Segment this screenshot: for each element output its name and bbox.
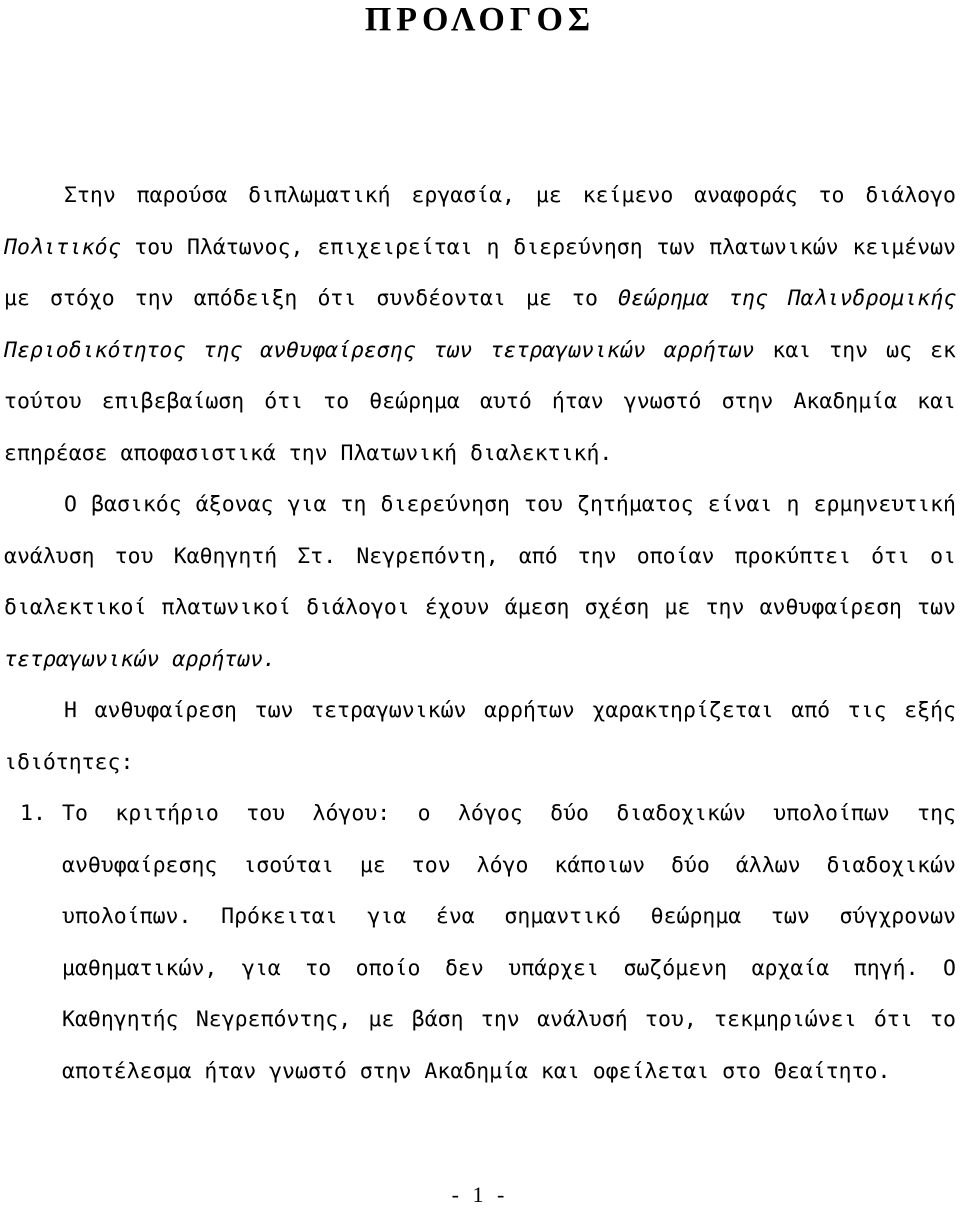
list-item: [4, 788, 956, 1097]
list-item-number: 1.: [20, 801, 46, 826]
page-title: ΠΡΟΛΟΓΟΣ: [364, 1, 596, 38]
paragraph-intro: [4, 170, 956, 479]
paragraph-text: του Πλάτωνος, επιχειρείται η διερεύνηση των πλατωνικών κειμένων με στόχο την απόδειξη ότι συνδέονται με το: [4, 234, 956, 311]
paragraph-text: και την ως εκ τούτου επιβεβαίωση ότι το θεώρημα αυτό ήταν γνωστό στην Ακαδημία και επηρέασε αποφασιστικά την Πλατωνική διαλεκτική.: [4, 337, 956, 466]
paragraph-properties: Η ανθυφαίρεση των τετραγωνικών αρρήτων χαρακτηρίζεται από τις εξής ιδιότητες:: [4, 698, 956, 775]
italic-text: Θεώρημα της Παλινδρομικής Περιοδικότητος της ανθυφαίρεσης των τετραγωνικών αρρήτων: [4, 286, 956, 363]
italic-text: Πολιτικός: [4, 234, 121, 260]
list-item-text: Το κριτήριο του λόγου: ο λόγος δύο διαδοχικών υπολοίπων της ανθυφαίρεσης ισούται με τον λόγο κάποιων δύο άλλων διαδοχικών υπολοίπων. Πρόκειται για ένα σημαντικό θεώρημα των σύγχρονων μαθηματικών, για το οποίο δεν υπάρχει σωζόμενη αρχαία πηγή. Ο Καθηγητής Νεγρεπόντης, με βάση την ανάλυσή του, τεκμηριώνει ότι το αποτέλεσμα ήταν γνωστό στην Ακαδημία και οφείλεται στο Θεαίτητο.: [62, 801, 956, 1084]
page-number: - 1 -: [451, 1182, 509, 1207]
document-body: [4, 170, 956, 1097]
paragraph-text: Ο βασικός άξονας για τη διερεύνηση του ζητήματος είναι η ερμηνευτική ανάλυση του Καθηγητή Στ. Νεγρεπόντη, από την οποίαν προκύπτει ότι οι διαλεκτικοί πλατωνικοί διάλογοι έχουν άμεση σχέση με την ανθυφαίρεση των: [4, 492, 956, 620]
paragraph-axis: [4, 479, 956, 685]
paragraph-text: Στην παρούσα διπλωματική εργασία, με κείμενο αναφοράς το διάλογο: [64, 183, 956, 208]
italic-text: τετραγωνικών αρρήτων.: [4, 646, 276, 672]
